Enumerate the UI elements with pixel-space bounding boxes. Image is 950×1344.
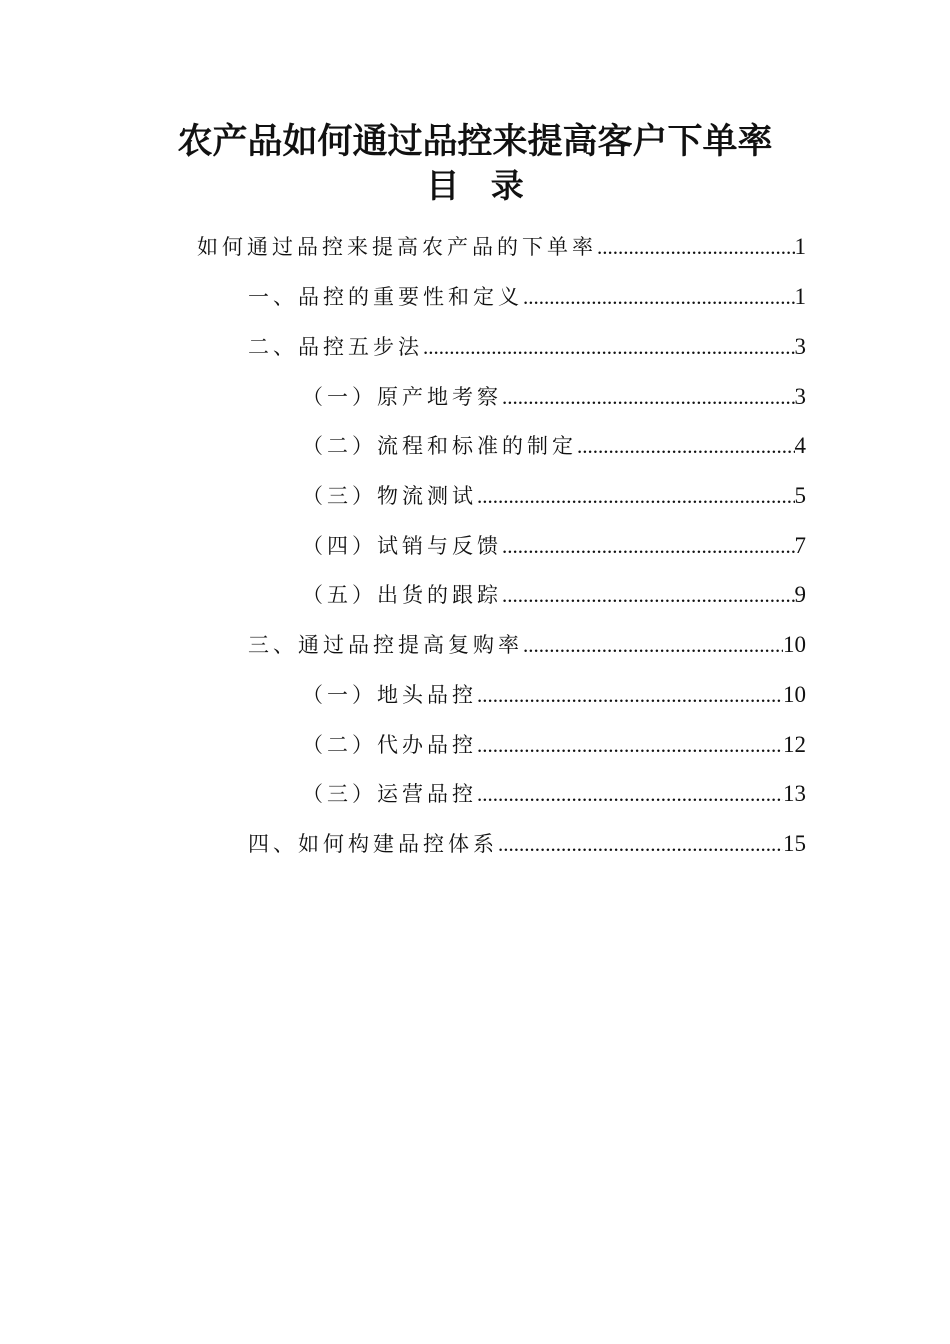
toc-entry[interactable] — [302, 769, 806, 809]
toc-page-number: 3 — [794, 334, 806, 359]
toc-dot-leader — [498, 829, 783, 859]
toc-entry[interactable] — [248, 620, 806, 660]
toc-page-number: 4 — [794, 433, 806, 458]
toc-entry[interactable] — [302, 720, 806, 760]
toc-entry-label: （三）物流测试 — [302, 484, 477, 508]
toc-page-number: 1 — [794, 284, 806, 309]
toc-entry[interactable] — [248, 819, 806, 859]
toc-heading: 目 录 — [426, 166, 534, 205]
toc-entry-label: （二）流程和标准的制定 — [302, 434, 577, 458]
toc-entry[interactable] — [302, 372, 806, 412]
toc-page-number: 15 — [783, 831, 806, 856]
toc-entry-label: （一）地头品控 — [302, 683, 477, 707]
toc-dot-leader — [477, 730, 783, 760]
toc-dot-leader — [523, 630, 783, 660]
toc-page-number: 10 — [783, 682, 806, 707]
toc-page-number: 3 — [794, 384, 806, 409]
toc-entry[interactable] — [248, 272, 806, 312]
toc-entry[interactable] — [248, 322, 806, 362]
toc-entry-label: （三）运营品控 — [302, 782, 477, 806]
toc-dot-leader — [597, 232, 795, 262]
toc-dot-leader — [477, 779, 783, 809]
toc-entry[interactable] — [302, 521, 806, 561]
toc-dot-leader — [523, 282, 795, 312]
toc-entry-label: （二）代办品控 — [302, 733, 477, 757]
toc-entry-label: 三、通过品控提高复购率 — [248, 633, 523, 657]
toc-page-number: 7 — [794, 533, 806, 558]
toc-entry-label: 如何通过品控来提高农产品的下单率 — [197, 235, 597, 259]
toc-page-number: 5 — [794, 483, 806, 508]
toc-entry-label: 四、如何构建品控体系 — [248, 832, 498, 856]
toc-entry-label: 一、品控的重要性和定义 — [248, 285, 523, 309]
toc-entry-label: 二、品控五步法 — [248, 335, 423, 359]
toc-page-number: 10 — [783, 632, 806, 657]
toc-dot-leader — [502, 580, 795, 610]
toc-entry[interactable] — [302, 670, 806, 710]
toc-page-number: 12 — [783, 732, 806, 757]
toc-dot-leader — [477, 481, 795, 511]
toc-dot-leader — [477, 680, 783, 710]
toc-entry[interactable] — [302, 421, 806, 461]
toc-entry-label: （四）试销与反馈 — [302, 534, 502, 558]
toc-dot-leader — [502, 382, 795, 412]
toc-dot-leader — [502, 531, 795, 561]
toc-entry-label: （五）出货的跟踪 — [302, 583, 502, 607]
toc-entry[interactable] — [302, 570, 806, 610]
toc-page-number: 13 — [783, 781, 806, 806]
toc-dot-leader — [577, 431, 795, 461]
toc-entry[interactable] — [302, 471, 806, 511]
toc-entry-label: （一）原产地考察 — [302, 385, 502, 409]
toc-page-number: 9 — [794, 582, 806, 607]
toc-entry[interactable] — [197, 222, 806, 262]
document-title: 农产品如何通过品控来提高客户下单率 — [177, 121, 773, 162]
toc-dot-leader — [423, 332, 795, 362]
toc-page-number: 1 — [794, 234, 806, 259]
